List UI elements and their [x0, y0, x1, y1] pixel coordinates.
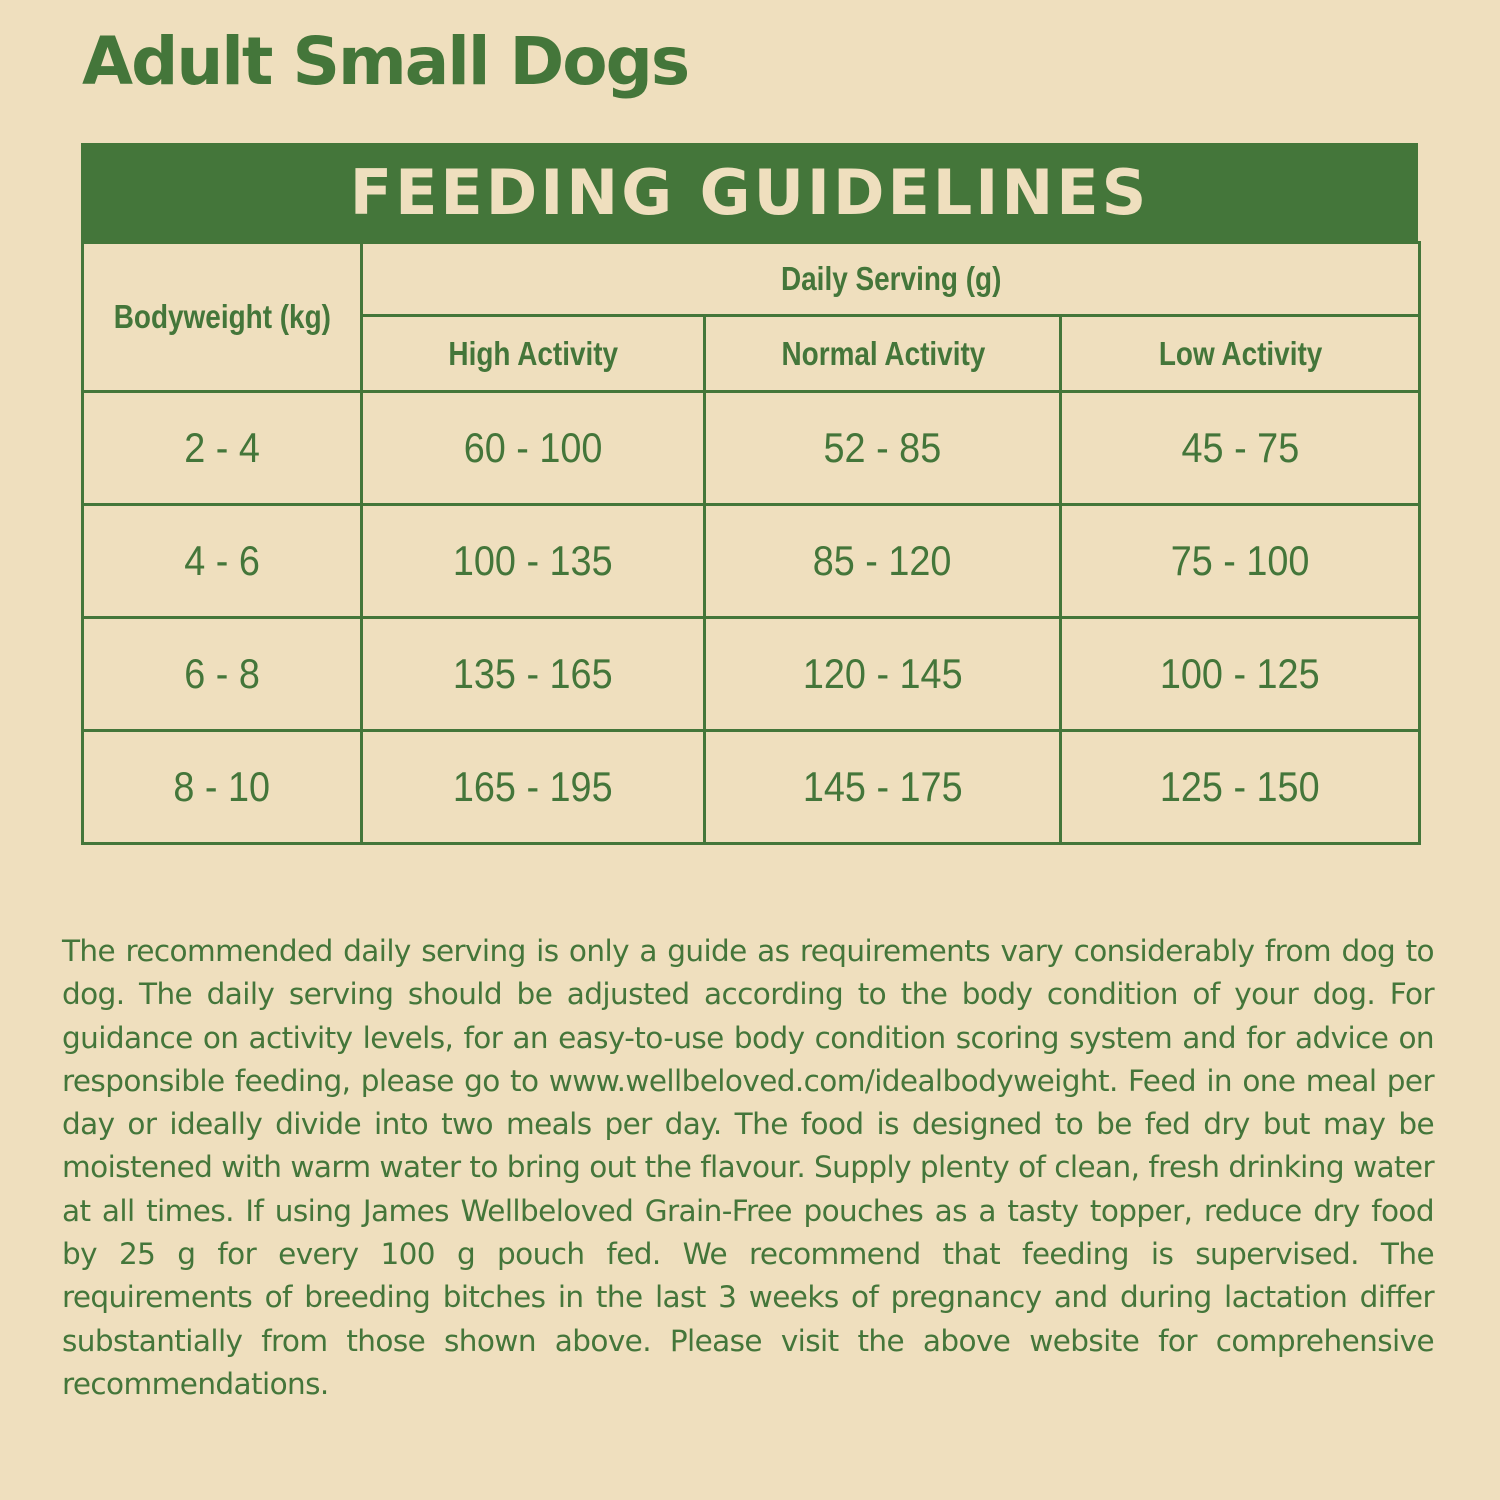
normal-activity-header [719, 316, 1047, 392]
low-activity-label: Low Activity [1158, 334, 1322, 372]
feeding-guidelines-table [81, 143, 1418, 843]
high-activity-value: 100 - 135 [453, 537, 613, 584]
low-activity-value: 75 - 100 [1170, 537, 1310, 584]
bodyweight-cell [83, 505, 362, 618]
bodyweight-cell [83, 731, 362, 844]
normal-activity-value: 145 - 175 [802, 763, 963, 810]
low-activity-cell [1061, 731, 1420, 844]
low-activity-value: 100 - 125 [1160, 650, 1320, 697]
high-activity-value: 165 - 195 [453, 763, 613, 810]
daily-serving-header-label: Daily Serving (g) [780, 260, 1001, 297]
high-activity-cell [362, 731, 705, 844]
table-row [83, 505, 1420, 618]
high-activity-header [375, 316, 691, 392]
normal-activity-value: 85 - 120 [813, 537, 952, 584]
high-activity-value: 135 - 165 [453, 650, 613, 697]
bodyweight-value: 2 - 4 [184, 424, 260, 471]
high-activity-value: 60 - 100 [463, 424, 603, 471]
bodyweight-value: 6 - 8 [184, 650, 260, 697]
table-row [83, 392, 1420, 505]
high-activity-cell [362, 392, 705, 505]
normal-activity-cell [705, 392, 1061, 505]
bodyweight-value: 4 - 6 [184, 537, 260, 584]
normal-activity-value: 120 - 145 [802, 650, 963, 697]
bodyweight-value: 8 - 10 [173, 763, 271, 810]
feeding-note-paragraph: The recommended daily serving is only a guide as requirements vary considerably from dog to dog. The daily serving should be adjusted according to the body condition of your dog. For guidance on activity levels, for an easy-to-use body condition scoring system and for advice on responsible feeding, please go to www.wellbeloved.com/idealbodyweight. Feed in one meal per day or ideally divide into two meals per day. The food is designed to be fed dry but may be moistened with warm water to bring out the flavour. Supply plenty of clean, fresh drinking water at all times. If using James Wellbeloved Grain-Free pouches as a tasty topper, reduce dry food by 25 g for every 100 g pouch fed. We recommend that feeding is supervised. The requirements of breeding bitches in the last 3 weeks of pregnancy and during lactation differ substantially from those shown above. Please visit the above website for comprehensive recommendations. [62, 934, 1434, 1401]
page-title: Adult Small Dogs [82, 23, 689, 100]
bodyweight-header [94, 243, 351, 392]
normal-activity-cell [705, 731, 1061, 844]
bodyweight-cell [83, 618, 362, 731]
normal-activity-label: Normal Activity [780, 334, 985, 372]
high-activity-cell [362, 618, 705, 731]
high-activity-label: High Activity [448, 334, 618, 372]
table-row [83, 731, 1420, 844]
low-activity-cell [1061, 392, 1420, 505]
normal-activity-value: 52 - 85 [823, 424, 942, 471]
high-activity-cell [362, 505, 705, 618]
daily-serving-header [404, 243, 1377, 316]
table-row [83, 618, 1420, 731]
low-activity-cell [1061, 618, 1420, 731]
low-activity-value: 125 - 150 [1160, 763, 1320, 810]
low-activity-cell [1061, 505, 1420, 618]
low-activity-value: 45 - 75 [1181, 424, 1299, 471]
feeding-table-grid [81, 241, 1421, 845]
bodyweight-header-label: Bodyweight (kg) [113, 298, 331, 335]
normal-activity-cell [705, 505, 1061, 618]
normal-activity-cell [705, 618, 1061, 731]
bodyweight-cell [83, 392, 362, 505]
low-activity-header [1075, 316, 1405, 392]
table-title: FEEDING GUIDELINES [81, 143, 1418, 241]
